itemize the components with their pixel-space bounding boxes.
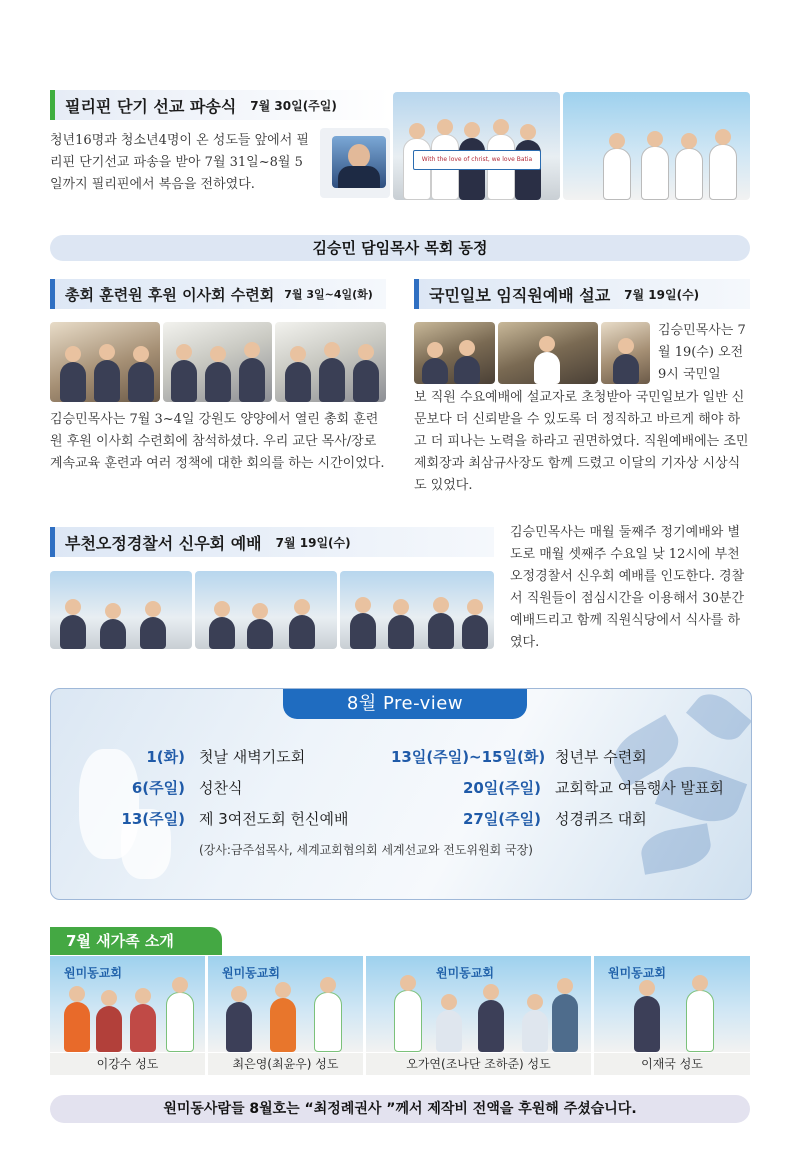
police-date: 7월 19일(수)	[275, 535, 351, 550]
pastor-portrait-photo	[320, 128, 390, 198]
pastor-news-band: 김승민 담임목사 목회 동정	[50, 235, 750, 261]
training-title: 총회 훈련원 후원 이사회 수련회	[65, 285, 275, 304]
new-family-caption-3: 오가연(조나단 조하준) 성도	[366, 1053, 591, 1075]
portrait-figure	[332, 136, 386, 188]
church-logo: 원미동교회	[64, 966, 122, 980]
new-family-caption-1: 이강수 성도	[50, 1053, 205, 1075]
police-body: 김승민목사는 매월 둘째주 정기예배와 별도로 매월 셋째주 수요일 낮 12시에 부천오정경찰서 신우회 예배를 인도한다. 경찰서 직원들이 점심시간을 이용해서 30분간 예배드리고 함께 직원식당에서 식사를 하였다.	[510, 525, 745, 650]
training-body: 김승민목사는 7월 3~4일 강원도 양양에서 열린 총회 훈련원 후원 이사회 수련회에 참석하셨다. 우리 교단 목사/장로 계속교육 훈련과 여러 정책에 대한 회의를 하는 시간이었다.	[50, 412, 385, 471]
philippines-date: 7월 30일(주일)	[250, 98, 337, 113]
new-family-caption-2: 최은영(최윤우) 성도	[208, 1053, 363, 1075]
preview-event: 청년부 수련회	[555, 748, 647, 766]
church-logo: 원미동교회	[436, 966, 494, 980]
police-photo-2	[195, 571, 337, 649]
preview-date: 1(화)	[146, 748, 185, 766]
training-header	[50, 279, 386, 309]
preview-right-row-2	[391, 778, 724, 798]
philippines-header	[50, 90, 390, 120]
preview-left-row-2	[51, 778, 242, 798]
kukmin-title: 국민일보 임직원예배 설교	[429, 285, 611, 305]
training-date: 7월 3일~4일(화)	[284, 288, 373, 301]
preview-right-row-1	[391, 747, 647, 767]
new-family-photo-1	[50, 956, 205, 1052]
police-photo-3	[340, 571, 494, 649]
preview-event: 성찬식	[199, 779, 243, 797]
preview-event: 첫날 새벽기도회	[199, 748, 306, 766]
church-logo: 원미동교회	[222, 966, 280, 980]
new-family-photo-3	[366, 956, 591, 1052]
preview-date: 20일(주일)	[462, 779, 541, 797]
new-family-caption-4: 이재국 성도	[594, 1053, 750, 1075]
church-logo: 원미동교회	[608, 966, 666, 980]
new-family-photo-2	[208, 956, 363, 1052]
training-photo-1	[50, 322, 160, 402]
philippines-title: 필리핀 단기 선교 파송식	[65, 96, 237, 116]
kukmin-date: 7월 19일(수)	[624, 287, 700, 302]
new-family-photo-4	[594, 956, 750, 1052]
preview-event: 교회학교 여름행사 발표회	[555, 779, 724, 797]
preview-event: 성경퀴즈 대회	[555, 810, 647, 828]
training-photo-2	[163, 322, 272, 402]
new-family-title: 7월 새가족 소개	[50, 927, 222, 955]
preview-date: 13(주일)	[121, 810, 185, 828]
preview-left-row-3	[51, 809, 349, 829]
police-header	[50, 527, 494, 557]
kukmin-body-rest: 보 직원 수요예배에 설교자로 초청받아 국민일보가 일반 신문보다 더 신뢰받을 수 있도록 더 정직하고 바르게 해야 하고 더 피나는 노력을 하라고 권면하였다. 직원예배에는 조민제회장과 최삼규사장도 함께 드렸고 이달의 기자상 시상식도 있었다.	[414, 390, 749, 493]
kukmin-photo-3	[601, 322, 650, 384]
philippines-body: 청년16명과 청소년4명이 온 성도들 앞에서 필리핀 단기선교 파송을 받아 7월 31일~8월 5일까지 필리핀에서 복음을 전하였다.	[50, 133, 309, 192]
kukmin-header	[414, 279, 750, 309]
taekwondo-photo	[563, 92, 750, 200]
mission-banner: With the love of christ, we love Batia	[413, 150, 541, 170]
police-title: 부천오정경찰서 신우회 예배	[65, 533, 262, 553]
august-preview-box	[50, 688, 752, 900]
sponsor-footer: 원미동사람들 8월호는 “최정례권사 ”께서 제작비 전액을 후원해 주셨습니다.	[50, 1095, 750, 1123]
preview-date: 13일(주일)~15일(화)	[391, 748, 546, 766]
mission-team-photo	[393, 92, 560, 200]
preview-date: 27일(주일)	[462, 810, 541, 828]
preview-title: 8월 Pre-view	[283, 689, 527, 719]
kukmin-photo-1	[414, 322, 495, 384]
preview-date: 6(주일)	[131, 779, 185, 797]
preview-speaker-note: (강사:금주섭목사, 세계교회협의회 세계선교와 전도위원회 국장)	[199, 843, 533, 857]
kukmin-photo-2	[498, 322, 598, 384]
preview-left-row-1	[51, 747, 305, 767]
preview-right-row-3	[391, 809, 647, 829]
training-photo-3	[275, 322, 386, 402]
police-photo-1	[50, 571, 192, 649]
preview-event: 제 3여전도회 헌신예배	[199, 810, 349, 828]
kukmin-body-top: 김승민목사는 7월 19(수) 오전 9시 국민일	[658, 323, 746, 382]
